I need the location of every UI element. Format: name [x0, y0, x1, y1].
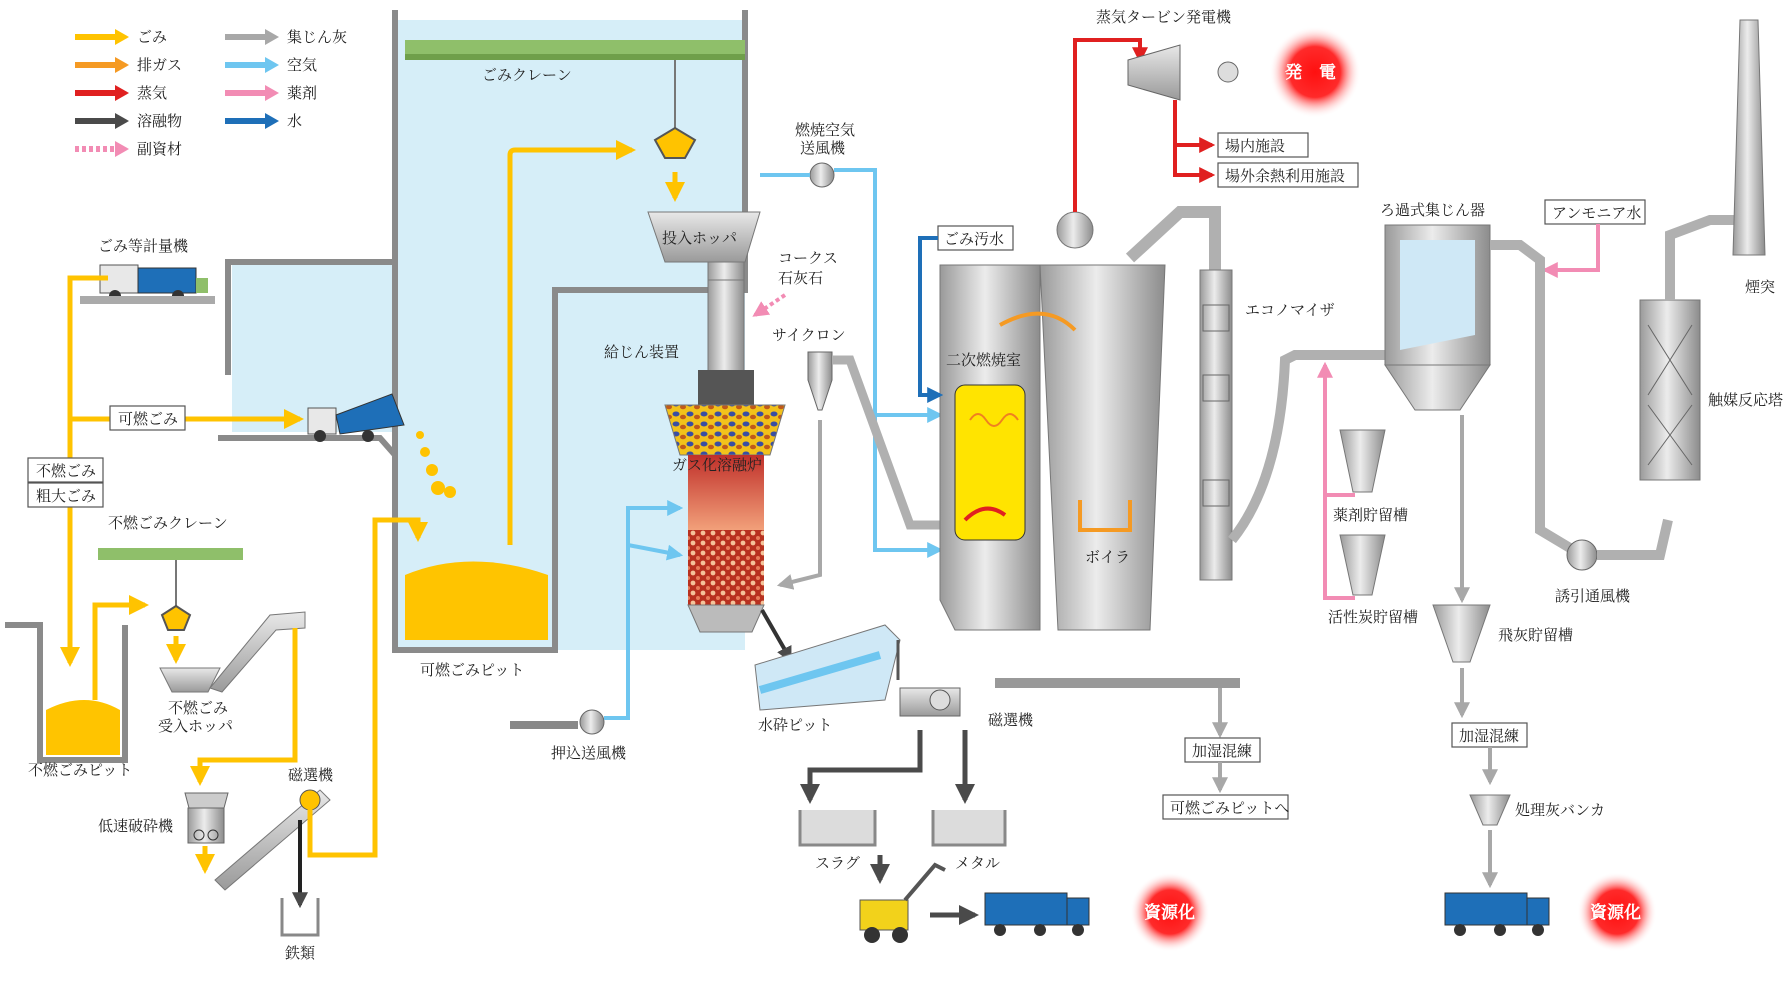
filter-label: ろ過式集じん器: [1380, 201, 1486, 219]
incomb-crane-rail: [98, 548, 243, 560]
fly-ash-label: 飛灰貯留槽: [1498, 626, 1574, 644]
chimney-icon: [1733, 20, 1765, 255]
comb-pit-label: 可燃ごみピット: [420, 661, 525, 679]
chem-tank-label: 薬剤貯留槽: [1333, 506, 1409, 524]
magnet-left-label: 磁選機: [288, 766, 334, 784]
recycle-label-2: 資源化: [1590, 903, 1641, 923]
air-fan-label-2: 送風機: [800, 139, 846, 157]
catalyst-label: 触媒反応塔: [1708, 391, 1784, 409]
shredder-icon: [185, 793, 228, 843]
magnet-mid-label: 磁選機: [988, 711, 1034, 729]
cyclone-label: サイクロン: [772, 326, 846, 344]
catalyst-tower: [1640, 300, 1700, 480]
boiler-label: ボイラ: [1085, 548, 1131, 566]
legend: [75, 28, 347, 158]
scale-truck-icon: [80, 265, 215, 304]
fly-ash-tank: [1433, 605, 1490, 662]
legend-label-5: 集じん灰: [287, 28, 348, 46]
legend-label-3: 溶融物: [137, 112, 183, 130]
legend-label-1: 排ガス: [137, 56, 183, 74]
legend-arrowhead-4: [115, 141, 129, 157]
legend-arrowhead-7: [265, 85, 279, 101]
incomb-hopper-label-2: 受入ホッパ: [158, 717, 234, 735]
legend-arrowhead-3: [115, 113, 129, 129]
turbine-label: 蒸気タービン発電機: [1096, 8, 1232, 26]
legend-arrowhead-5: [265, 29, 279, 45]
incomb-hopper-label-1: 不燃ごみ: [168, 699, 229, 717]
cyclone-icon: [808, 352, 832, 410]
push-fan-icon: [580, 710, 604, 734]
slag-label: スラグ: [815, 854, 861, 872]
ash-bunker-label: 処理灰バンカ: [1515, 801, 1606, 819]
humid-label-2: 加湿混練: [1459, 727, 1520, 745]
iron-label: 鉄類: [285, 944, 316, 962]
ash-bunker-icon: [1470, 795, 1510, 825]
wastewater-label: ごみ汚水: [944, 230, 1005, 248]
chimney-label: 煙突: [1745, 278, 1776, 296]
turbine-icon: [1128, 45, 1238, 100]
shredder-label: 低速破砕機: [98, 817, 174, 835]
coke-label-2: 石灰石: [778, 269, 824, 287]
scale-label: ごみ等計量機: [98, 237, 189, 255]
combustible-label: 可燃ごみ: [118, 410, 179, 428]
bulky-label: 粗大ごみ: [36, 487, 97, 505]
legend-label-6: 空気: [287, 56, 318, 74]
idf-label: 誘引通風機: [1555, 587, 1631, 605]
recycle-label-1: 資源化: [1144, 903, 1195, 923]
carbon-tank-label: 活性炭貯留槽: [1328, 608, 1419, 626]
incomb-grab-icon: [162, 606, 190, 630]
legend-arrowhead-6: [265, 57, 279, 73]
secondary-chamber: [940, 265, 1040, 630]
dump-truck-right-icon: [1445, 893, 1549, 936]
idf-icon: [1567, 540, 1597, 570]
coke-label-1: コークス: [778, 249, 838, 267]
incombustible-label: 不燃ごみ: [36, 462, 97, 480]
furnace-label: ガス化溶融炉: [672, 456, 763, 474]
legend-label-4: 副資材: [137, 140, 183, 158]
legend-label-0: ごみ: [137, 28, 168, 46]
bag-filter: [1385, 225, 1490, 410]
metal-label: メタル: [955, 854, 1001, 872]
push-fan-label: 押込送風機: [551, 744, 627, 762]
humid-label-1: 加湿混練: [1192, 742, 1253, 760]
legend-arrowhead-1: [115, 57, 129, 73]
legend-label-8: 水: [287, 112, 303, 130]
ammonia-label: アンモニア水: [1552, 204, 1642, 222]
power-label: 発 電: [1285, 63, 1336, 83]
legend-arrowhead-8: [265, 113, 279, 129]
legend-label-2: 蒸気: [137, 84, 168, 102]
incomb-crane-label: 不燃ごみクレーン: [108, 514, 228, 532]
loader-icon: [860, 865, 945, 943]
to-pit-label: 可燃ごみピットへ: [1170, 799, 1290, 817]
incomb-pit-label: 不燃ごみピット: [28, 761, 133, 779]
offsite-label: 場外余熱利用施設: [1225, 167, 1346, 185]
onsite-label: 場内施設: [1225, 137, 1286, 155]
legend-arrowhead-0: [115, 29, 129, 45]
incomb-pit: [5, 625, 125, 760]
boiler: [1040, 212, 1165, 630]
air-fan-label-1: 燃焼空気: [795, 121, 856, 139]
legend-arrowhead-2: [115, 85, 129, 101]
secondary-label: 二次燃焼室: [946, 351, 1022, 369]
feeder-label: 給じん装置: [604, 343, 680, 361]
magnet-mid-icon: [900, 688, 960, 716]
economizer: [1200, 270, 1232, 580]
economizer-label: エコノマイザ: [1245, 301, 1335, 319]
ash-conveyor: [995, 678, 1240, 688]
air-fan-icon: [810, 163, 834, 187]
legend-label-7: 薬剤: [287, 84, 318, 102]
hopper-label: 投入ホッパ: [662, 229, 738, 247]
water-pit-label: 水砕ピット: [758, 716, 833, 734]
crane-label: ごみクレーン: [482, 66, 572, 84]
dump-truck-left-icon: [985, 893, 1089, 936]
